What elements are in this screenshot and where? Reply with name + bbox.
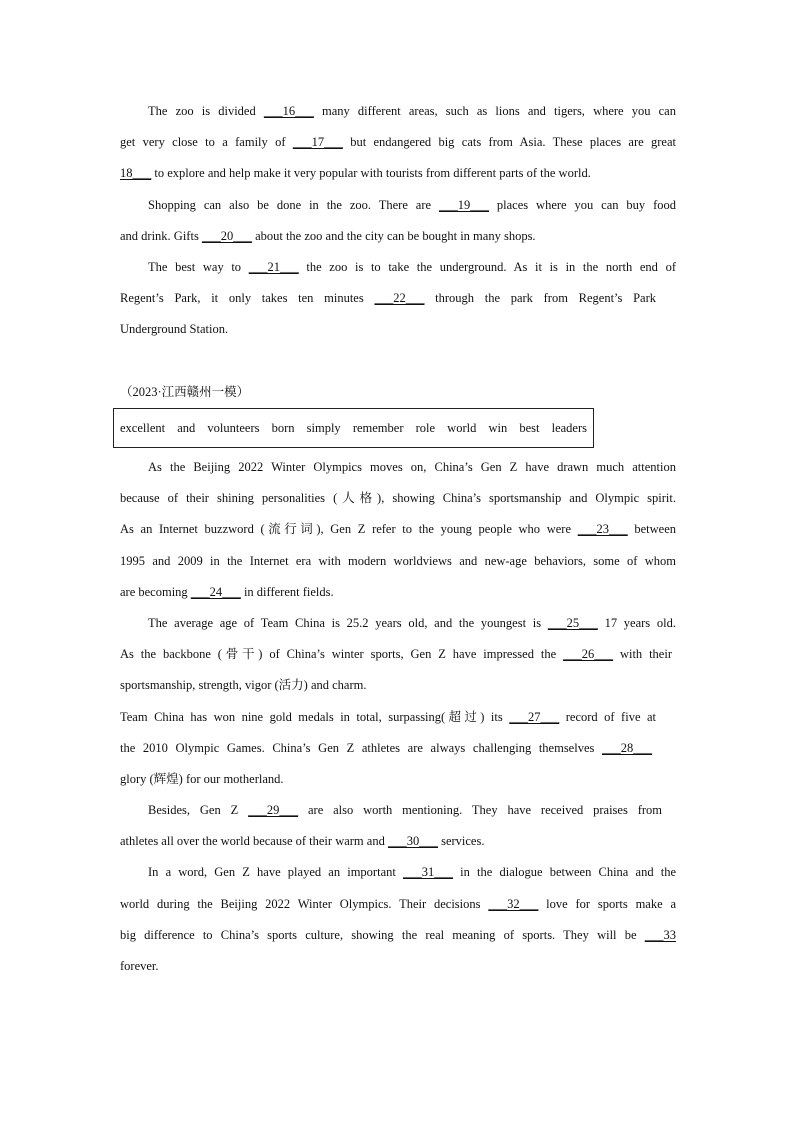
paragraph-line: big difference to China’s sports culture, showing the real meaning of sports. They will be ___33	[120, 920, 676, 951]
paragraph-line: Regent’s Park, it only takes ten minutes ___22___ through the park from Regent’s Park	[120, 283, 656, 314]
paragraph-line: world during the Beijing 2022 Winter Olympics. Their decisions ___32___ love for sports make a	[120, 889, 676, 920]
paragraph-line: 1995 and 2009 in the Internet era with modern worldviews and new-age behaviors, some of whom	[120, 553, 676, 568]
paragraph-line: Team China has won nine gold medals in total, surpassing(超过) its ___27___ record of five at	[120, 702, 656, 733]
blank-27: ___27___	[509, 709, 560, 724]
paragraph-line: As the Beijing 2022 Winter Olympics moves on, China’s Gen Z have drawn much attention	[148, 460, 676, 474]
blank-31: ___31___	[403, 865, 454, 880]
passage-gen-z	[120, 452, 676, 982]
paragraph-line: get very close to a family of ___17___ but endangered big cats from Asia. These places are great	[120, 127, 676, 158]
blank-29: ___29___	[248, 803, 299, 818]
blank-32: ___32___	[488, 896, 539, 911]
blank-18: 18___	[120, 166, 152, 181]
paragraph-line: are becoming ___24___ in different fields.	[120, 577, 676, 608]
blank-28: ___28___	[602, 740, 652, 755]
blank-23: ___23___	[577, 522, 628, 537]
paragraph-line: forever.	[120, 959, 159, 973]
blank-17: ___17___	[292, 135, 343, 150]
paragraph-line: The average age of Team China is 25.2 years old, and the youngest is ___25___ 17 years old.	[120, 608, 676, 639]
paragraph-line: because of their shining personalities (人格), showing China’s sportsmanship and Olympic spirit.	[120, 491, 676, 506]
paragraph-line: Shopping can also be done in the zoo. There are ___19___ places where you can buy food	[120, 190, 676, 221]
paragraph-line: As the backbone (骨干) of China’s winter sports, Gen Z have impressed the ___26___ with their	[120, 639, 672, 670]
paragraph-line: athletes all over the world because of their warm and ___30___ services.	[120, 826, 676, 857]
paragraph-line: In a word, Gen Z have played an important ___31___ in the dialogue between China and the	[120, 857, 676, 888]
paragraph-line: The zoo is divided ___16___ many different areas, such as lions and tigers, where you can	[120, 96, 676, 127]
paragraph-line: Underground Station.	[120, 322, 229, 337]
blank-16: ___16___	[263, 104, 314, 118]
blank-22: ___22___	[374, 291, 425, 306]
blank-26: ___26___	[563, 647, 614, 662]
blank-33: ___33	[644, 927, 676, 942]
blank-21: ___21___	[248, 259, 299, 274]
paragraph-line: Besides, Gen Z ___29___ are also worth mentioning. They have received praises from	[120, 795, 662, 826]
paragraph-line: the 2010 Olympic Games. China’s Gen Z athletes are always challenging themselves ___28___	[120, 733, 652, 764]
source-label: （2023·江西赣州一模）	[120, 385, 250, 399]
paragraph-line: and drink. Gifts ___20___ about the zoo and the city can be bought in many shops.	[120, 221, 676, 252]
paragraph-line: 18___ to explore and help make it very popular with tourists from different parts of the world.	[120, 158, 676, 189]
paragraph-line: As an Internet buzzword (流行词), Gen Z refer to the young people who were ___23___ between	[120, 514, 676, 545]
word-bank-box: excellent and volunteers born simply remember role world win best leaders	[113, 408, 594, 448]
paragraph-line: The best way to ___21___ the zoo is to take the underground. As it is in the north end of	[120, 252, 676, 283]
blank-19: ___19___	[438, 197, 489, 212]
paragraph-line: sportsmanship, strength, vigor (活力) and charm.	[120, 678, 367, 693]
passage-zoo	[120, 96, 676, 346]
blank-25: ___25___	[547, 615, 598, 630]
blank-24: ___24___	[190, 584, 241, 599]
blank-20: ___20___	[201, 228, 252, 243]
blank-30: ___30___	[387, 834, 438, 849]
paragraph-line: glory (辉煌) for our motherland.	[120, 771, 284, 786]
